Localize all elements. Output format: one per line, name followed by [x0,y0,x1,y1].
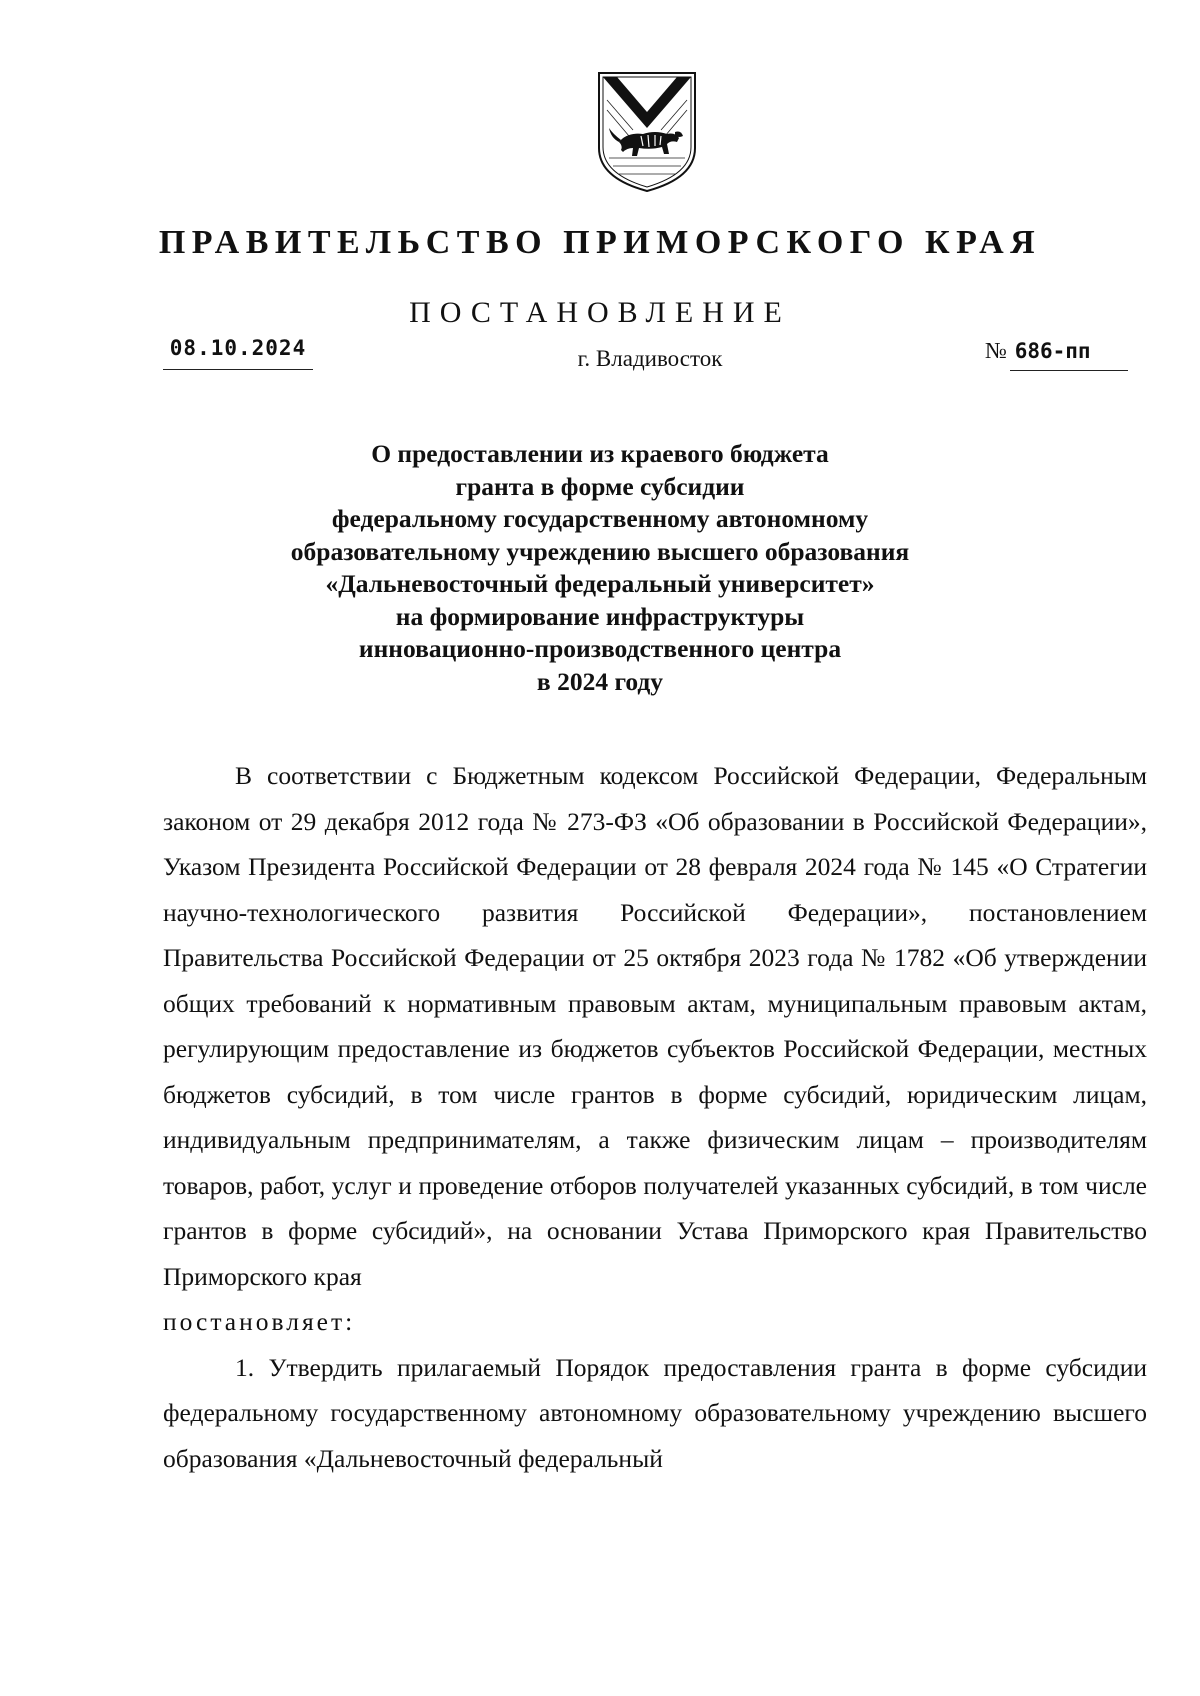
preamble-paragraph: В соответствии с Бюджетным кодексом Российской Федерации, Федеральным законом от 29 декабря 2012 года № 273-ФЗ «Об образовании в Российской Федерации», Указом Президента Российской Федерации от 28 февраля 2024 года № 145 «О Стратегии научно-технологического развития Российской Федерации», постановлением Правительства Российской Федерации от 25 октября 2023 года № 1782 «Об утверждении общих требований к нормативным правовым актам, муниципальным правовым актам, регулирующим предоставление из бюджетов субъектов Российской Федерации, местных бюджетов субсидий, в том числе грантов в форме субсидий, юридическим лицам, индивидуальным предпринимателям, а также физическим лицам – производителям товаров, работ, услуг и проведение отборов получателей указанных субсидий, в том числе грантов в форме субсидий», на основании Устава Приморского края Правительство Приморского края [163,761,1147,1291]
title-line: на формирование инфраструктуры [395,601,805,631]
decree-city: г. Владивосток [577,346,723,371]
decree-number [985,338,1091,364]
title-line: образовательному учреждению высшего образования [290,536,910,566]
title-line: гранта в форме субсидии [455,471,745,501]
number-value: 686-пп [1014,339,1091,363]
title-line: инновационно-производственного центра [358,634,842,663]
decree-body [163,753,1147,1481]
title-line: в 2024 году [536,666,664,696]
number-sign: № [985,338,1007,363]
resolves-word: постановляет: [163,1307,356,1336]
title-line: О предоставлении из краевого бюджета [371,439,829,468]
decree-title [0,438,1200,698]
point-1-paragraph: 1. Утвердить прилагаемый Порядок предоставления гранта в форме субсидии федеральному государственному автономному образовательному учреждению высшего образования «Дальневосточный федеральный [163,1352,1147,1473]
authority-title: ПРАВИТЕЛЬСТВО ПРИМОРСКОГО КРАЯ [158,224,1042,261]
title-line: «Дальневосточный федеральный университет» [325,569,875,598]
decree-type: ПОСТАНОВЛЕНИЕ [409,296,791,329]
number-underline [1010,370,1128,371]
decree-date: 08.10.2024 [169,336,307,360]
coat-of-arms-icon [593,70,701,194]
title-line: федеральному государственному автономному [331,504,869,533]
